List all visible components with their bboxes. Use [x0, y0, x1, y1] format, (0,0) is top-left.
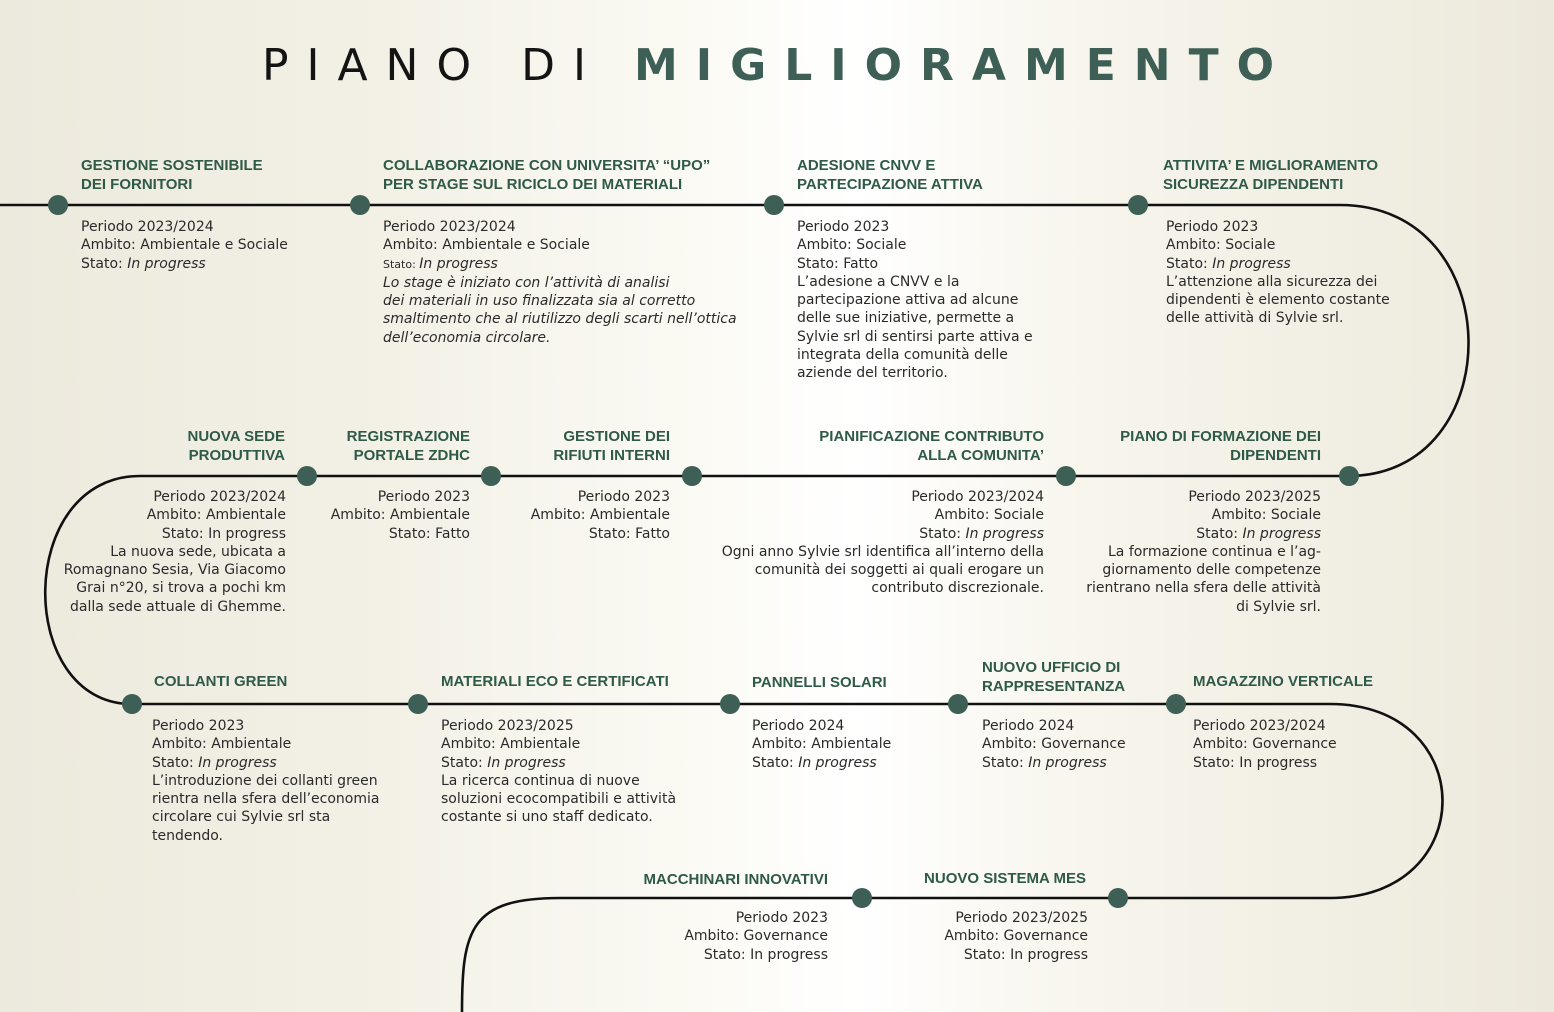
item-details: [441, 717, 691, 827]
item-periodo: Periodo 2023/2024: [81, 219, 214, 235]
item-description: L’introduzione dei collanti green rientra nella sfera dell’economia circolare cui Sylvie srl sta tendendo.: [152, 772, 380, 844]
item-stato: Stato: In progress: [703, 946, 828, 963]
item-title: PANNELLI SOLARI: [752, 674, 887, 691]
item-details: [752, 717, 952, 772]
milestone-dot-gestione-sostenibile-fornitori: [48, 195, 68, 215]
item-details: [490, 488, 670, 543]
milestone-dot-nuova-sede-produttiva: [297, 466, 317, 486]
item-details: [1166, 218, 1463, 328]
item-stato: Stato: In progress: [752, 754, 877, 771]
item-description: Ogni anno Sylvie srl identifica all’interno della comunità dei soggetti ai quali erogare un contributo discrezionale.: [721, 543, 1044, 597]
item-periodo: Periodo 2023/2024: [911, 489, 1044, 505]
item-ambito: Ambito: Ambientale: [752, 736, 892, 753]
item-ambito: Ambito: Ambientale: [146, 507, 286, 524]
item-stato: Stato: Fatto: [388, 525, 470, 542]
item-description: La nuova sede, ubicata a Romagnano Sesia, Via Giacomo Grai n°20, si trova a pochi km dalla sede attuale di Ghemme.: [63, 543, 286, 615]
item-title: REGISTRAZIONE PORTALE ZDHC: [346, 428, 470, 464]
milestone-dot-gestione-rifiuti-interni: [682, 466, 702, 486]
item-ambito: Ambito: Ambientale: [530, 507, 670, 524]
item-ambito: Ambito: Sociale: [1166, 237, 1276, 254]
item-ambito: Ambito: Ambientale e Sociale: [81, 237, 288, 254]
milestone-dot-collaborazione-universita-upo: [350, 195, 370, 215]
item-details: [152, 717, 389, 845]
item-ambito: Ambito: Ambientale: [152, 736, 292, 753]
item-description: La formazione continua e l’ag- giornamento delle competenze rientrano nella sfera delle attività di Sylvie srl.: [1086, 543, 1321, 615]
item-ambito: Ambito: Governance: [684, 928, 828, 945]
item-periodo: Periodo 2023/2025: [955, 910, 1088, 926]
milestone-dot-registrazione-portale-zdhc: [481, 466, 501, 486]
item-description: Lo stage è iniziato con l’attività di analisi dei materiali in uso finalizzata sia al corretto smaltimento che al riutilizzo degli scarti nell’ottica dell’economia circolare.: [383, 274, 737, 346]
milestone-dot-nuovo-sistema-mes: [1108, 888, 1128, 908]
item-details: [900, 909, 1088, 964]
item-periodo: Periodo 2023/2024: [1193, 718, 1326, 734]
item-title: MATERIALI ECO E CERTIFICATI: [441, 673, 669, 690]
item-details: [982, 717, 1172, 772]
item-details: [684, 488, 1044, 598]
item-details: [383, 218, 763, 347]
milestone-dot-macchinari-innovativi: [852, 888, 872, 908]
milestone-dot-piano-formazione-dipendenti: [1339, 466, 1359, 486]
item-stato: Stato: Fatto: [797, 255, 879, 272]
item-stato: Stato: In progress: [1196, 525, 1321, 542]
item-periodo: Periodo 2023/2024: [383, 219, 516, 235]
item-details: [1060, 488, 1321, 616]
milestone-dot-attivita-sicurezza-dipendenti: [1128, 195, 1148, 215]
milestone-dot-nuovo-ufficio-rappresentanza: [948, 694, 968, 714]
item-stato: Stato: In progress: [1166, 255, 1291, 272]
item-title: GESTIONE DEI RIFIUTI INTERNI: [553, 428, 670, 464]
item-description: La ricerca continua di nuove soluzioni ecocompatibili e attività costante si uno staff dedicato.: [441, 772, 677, 826]
item-stato: Stato: In progress: [161, 525, 286, 542]
item-stato: Stato: In progress: [383, 255, 498, 272]
milestone-dot-materiali-eco-certificati: [408, 694, 428, 714]
item-details: [1193, 717, 1413, 772]
item-details: [620, 909, 828, 964]
item-title: COLLANTI GREEN: [154, 673, 288, 690]
item-stato: Stato: In progress: [982, 754, 1107, 771]
milestone-dot-collanti-green: [122, 694, 142, 714]
item-details: [10, 488, 286, 616]
item-ambito: Ambito: Sociale: [934, 507, 1044, 524]
item-ambito: Ambito: Governance: [1193, 736, 1337, 753]
item-details: [797, 218, 1157, 383]
milestone-dot-magazzino-verticale: [1166, 694, 1186, 714]
item-ambito: Ambito: Governance: [944, 928, 1088, 945]
milestone-dot-pianificazione-contributo: [1056, 466, 1076, 486]
item-periodo: Periodo 2023: [735, 910, 828, 926]
milestone-dot-pannelli-solari: [720, 694, 740, 714]
item-description: L’adesione a CNVV e la partecipazione attiva ad alcune delle sue iniziative, permette a Sylvie srl di sentirsi parte attiva e integrata della comunità delle aziende del territorio.: [797, 273, 1033, 382]
item-stato: Stato: In progress: [152, 754, 277, 771]
item-title: MACCHINARI INNOVATIVI: [643, 871, 828, 888]
item-periodo: Periodo 2023/2025: [441, 718, 574, 734]
title-part-2: MIGLIORAMENTO: [633, 40, 1293, 91]
item-title: MAGAZZINO VERTICALE: [1193, 673, 1373, 690]
item-ambito: Ambito: Sociale: [1211, 507, 1321, 524]
item-title: ATTIVITA’ E MIGLIORAMENTO SICUREZZA DIPENDENTI: [1163, 157, 1379, 193]
item-title: GESTIONE SOSTENIBILE DEI FORNITORI: [81, 157, 263, 193]
item-stato: Stato: In progress: [81, 255, 206, 272]
item-stato: Stato: In progress: [1193, 754, 1318, 771]
item-periodo: Periodo 2023: [377, 489, 470, 505]
item-ambito: Ambito: Ambientale e Sociale: [383, 237, 590, 254]
item-periodo: Periodo 2023: [797, 219, 890, 235]
milestone-dot-adesione-cnvv: [764, 195, 784, 215]
item-title: PIANIFICAZIONE CONTRIBUTO ALLA COMUNITA’: [819, 428, 1044, 464]
item-periodo: Periodo 2024: [752, 718, 845, 734]
item-periodo: Periodo 2024: [982, 718, 1075, 734]
item-ambito: Ambito: Ambientale: [330, 507, 470, 524]
item-title: PIANO DI FORMAZIONE DEI DIPENDENTI: [1120, 428, 1321, 464]
item-periodo: Periodo 2023: [1166, 219, 1259, 235]
item-periodo: Periodo 2023/2025: [1188, 489, 1321, 505]
item-periodo: Periodo 2023: [577, 489, 670, 505]
item-title: COLLABORAZIONE CON UNIVERSITA’ “UPO” PER STAGE SUL RICICLO DEI MATERIALI: [383, 157, 711, 193]
item-stato: Stato: In progress: [919, 525, 1044, 542]
item-ambito: Ambito: Governance: [982, 736, 1126, 753]
item-stato: Stato: Fatto: [588, 525, 670, 542]
item-periodo: Periodo 2023/2024: [153, 489, 286, 505]
item-stato: Stato: In progress: [963, 946, 1088, 963]
item-title: NUOVO SISTEMA MES: [924, 870, 1086, 887]
item-description: L’attenzione alla sicurezza dei dipendenti è elemento costante delle attività di Sylvie srl.: [1166, 273, 1390, 327]
title-part-1: PIANO DI: [261, 40, 604, 91]
item-title: NUOVA SEDE PRODUTTIVA: [187, 428, 285, 464]
item-stato: Stato: In progress: [441, 754, 566, 771]
item-details: [290, 488, 470, 543]
item-ambito: Ambito: Sociale: [797, 237, 907, 254]
item-ambito: Ambito: Ambientale: [441, 736, 581, 753]
item-title: ADESIONE CNVV E PARTECIPAZIONE ATTIVA: [797, 157, 983, 193]
item-periodo: Periodo 2023: [152, 718, 245, 734]
item-title: NUOVO UFFICIO DI RAPPRESENTANZA: [982, 659, 1126, 695]
